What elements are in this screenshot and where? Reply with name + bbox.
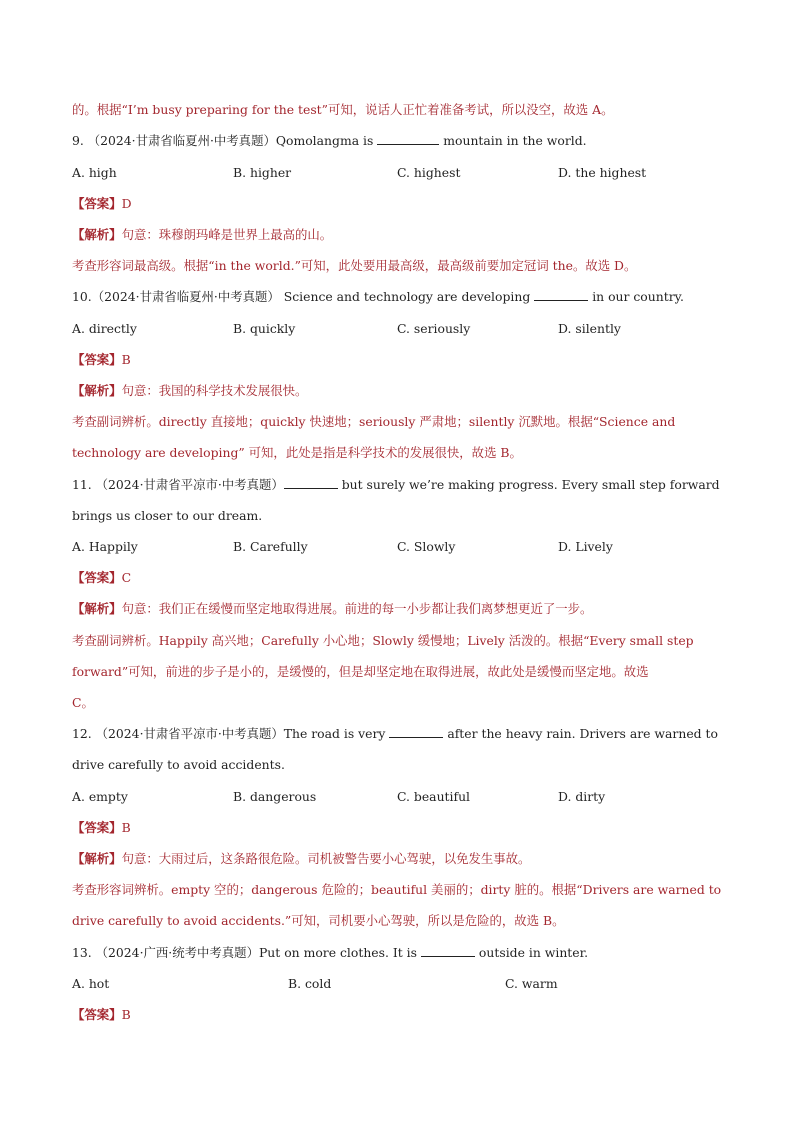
q10-option-d: D. silently xyxy=(558,321,621,336)
q9-analysis-line-2: 考查形容词最高级。根据“in the world.”可知，此处要用最高级，最高级前要加定冠词 the。故选 D。 xyxy=(72,258,637,273)
analysis-tag: 【解析】 xyxy=(72,383,122,398)
q13-stem xyxy=(72,944,588,962)
q11-answer-value: C xyxy=(121,570,132,585)
q13-stem-pre: 13. （2024·广西·统考中考真题）Put on more clothes. It is xyxy=(72,945,418,960)
q11-analysis-line-4: C。 xyxy=(72,695,94,710)
q10-analysis-text: 句意：我国的科学技术发展很快。 xyxy=(121,383,308,398)
q9-stem xyxy=(72,132,587,150)
analysis-tag: 【解析】 xyxy=(72,851,122,866)
q11-stem-post: but surely we’re making progress. Every small step forward xyxy=(341,477,720,492)
q10-option-b: B. quickly xyxy=(233,321,296,336)
q8-analysis-tail: 的。根据“I’m busy preparing for the test”可知，说话人正忙着准备考试，所以没空，故选 A。 xyxy=(72,102,614,117)
q9-option-d: D. the highest xyxy=(558,165,647,180)
q11-stem-pre: 11. （2024·甘肃省平凉市·中考真题） xyxy=(72,477,284,492)
q12-answer xyxy=(72,819,131,837)
q12-analysis-line-3: drive carefully to avoid accidents.”可知，司机要小心驾驶，所以是危险的，故选 B。 xyxy=(72,913,565,928)
q13-option-a: A. hot xyxy=(72,976,110,991)
answer-tag: 【答案】 xyxy=(72,196,122,211)
q13-answer-value: B xyxy=(121,1007,131,1022)
q9-stem-post: mountain in the world. xyxy=(443,133,587,148)
answer-tag: 【答案】 xyxy=(72,570,122,585)
q13-blank xyxy=(421,944,475,957)
q10-stem-pre: 10.（2024·甘肃省临夏州·中考真题） Science and technology are developing xyxy=(72,289,531,304)
q11-answer xyxy=(72,569,131,587)
q12-option-a: A. empty xyxy=(72,789,128,804)
q10-analysis-line-3: technology are developing” 可知，此处是指是科学技术的发展很快，故选 B。 xyxy=(72,445,522,460)
answer-tag: 【答案】 xyxy=(72,820,122,835)
q11-blank xyxy=(284,476,338,489)
q9-stem-pre: 9. （2024·甘肃省临夏州·中考真题）Qomolangma is xyxy=(72,133,374,148)
q10-answer xyxy=(72,351,131,369)
q10-analysis-line-2: 考查副词辨析。directly 直接地；quickly 快速地；seriously 严肃地；silently 沉默地。根据“Science and xyxy=(72,414,676,429)
q11-stem-line-2: brings us closer to our dream. xyxy=(72,508,263,523)
q13-option-b: B. cold xyxy=(288,976,332,991)
q9-analysis-text: 句意：珠穆朗玛峰是世界上最高的山。 xyxy=(121,227,333,242)
q10-option-c: C. seriously xyxy=(397,321,471,336)
q12-option-c: C. beautiful xyxy=(397,789,471,804)
answer-tag: 【答案】 xyxy=(72,352,122,367)
answer-tag: 【答案】 xyxy=(72,1007,122,1022)
q12-answer-value: B xyxy=(121,820,131,835)
q9-analysis-line-1 xyxy=(72,226,332,244)
q9-blank xyxy=(377,132,439,145)
q12-stem-line-2: drive carefully to avoid accidents. xyxy=(72,757,285,772)
q11-analysis-text: 句意：我们正在缓慢而坚定地取得进展。前进的每一小步都让我们离梦想更近了一步。 xyxy=(121,601,593,616)
q11-option-b: B. Carefully xyxy=(233,539,308,554)
q12-analysis-line-1 xyxy=(72,850,530,868)
analysis-tag: 【解析】 xyxy=(72,227,122,242)
q11-analysis-line-1 xyxy=(72,600,592,618)
q12-blank xyxy=(389,725,443,738)
q10-blank xyxy=(534,288,588,301)
q12-stem xyxy=(72,725,718,743)
q12-stem-pre: 12. （2024·甘肃省平凉市·中考真题）The road is very xyxy=(72,726,386,741)
q12-option-d: D. dirty xyxy=(558,789,606,804)
q12-analysis-line-2: 考查形容词辨析。empty 空的；dangerous 危险的；beautiful 美丽的；dirty 脏的。根据“Drivers are warned to xyxy=(72,882,722,897)
q9-option-b: B. higher xyxy=(233,165,292,180)
q11-option-c: C. Slowly xyxy=(397,539,456,554)
q13-option-c: C. warm xyxy=(505,976,558,991)
q10-option-a: A. directly xyxy=(72,321,137,336)
q12-stem-post: after the heavy rain. Drivers are warned to xyxy=(447,726,718,741)
q12-analysis-text: 句意：大雨过后，这条路很危险。司机被警告要小心驾驶，以免发生事故。 xyxy=(121,851,531,866)
q11-option-a: A. Happily xyxy=(72,539,138,554)
q12-option-b: B. dangerous xyxy=(233,789,317,804)
q11-option-d: D. Lively xyxy=(558,539,613,554)
q10-analysis-line-1 xyxy=(72,382,307,400)
q13-stem-post: outside in winter. xyxy=(478,945,589,960)
q9-option-c: C. highest xyxy=(397,165,461,180)
q10-stem-post: in our country. xyxy=(592,289,684,304)
q11-stem xyxy=(72,476,720,494)
q9-answer xyxy=(72,195,132,213)
q10-answer-value: B xyxy=(121,352,131,367)
q13-answer xyxy=(72,1006,131,1024)
q9-answer-value: D xyxy=(121,196,132,211)
q11-analysis-line-3: forward”可知，前进的步子是小的，是缓慢的，但是却坚定地在取得进展，故此处是缓慢而坚定地。故选 xyxy=(72,664,649,679)
q11-analysis-line-2: 考查副词辨析。Happily 高兴地；Carefully 小心地；Slowly 缓慢地；Lively 活泼的。根据“Every small step xyxy=(72,633,694,648)
q10-stem xyxy=(72,288,684,306)
analysis-tag: 【解析】 xyxy=(72,601,122,616)
q9-option-a: A. high xyxy=(72,165,117,180)
